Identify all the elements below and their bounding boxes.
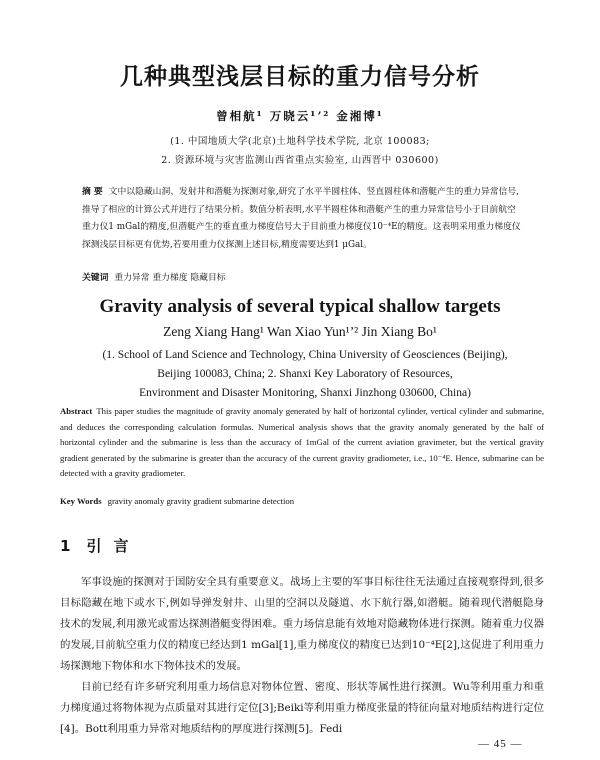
english-affiliation-line-1: (1. School of Land Science and Technology, China University of Geosciences (Beijing), [102,349,508,361]
section-heading [60,535,140,556]
english-abstract [60,404,544,482]
body-paragraph-2: 目前已经有许多研究利用重力场信息对物体位置、密度、形状等属性进行探测。Wu等利用重力和重力梯度通过将物体视为点质量对其进行定位[3];Beiki等利用重力梯度张量的特征向量对地质结构进行定位[4]。Bott利用重力异常对地质结构的厚度进行探测[5]。Fedi [60,681,544,735]
chinese-keywords-label: 关键词 [82,273,109,283]
english-affiliation-line-2: Beijing 100083, China; 2. Shanxi Key Laboratory of Resources, [157,368,453,380]
chinese-keywords-text: 重力异常 重力梯度 隐藏目标 [114,273,226,283]
chinese-abstract [82,184,522,254]
chinese-affiliation-1: (1. 中国地质大学(北京)土地科学技术学院, 北京 100083; [170,136,430,147]
english-authors: Zeng Xiang Hang¹ Wan Xiao Yun¹ʼ² Jin Xiang Bo¹ [163,324,437,339]
chinese-abstract-label: 摘 要 [82,187,103,197]
english-keywords [60,496,544,506]
chinese-authors: 曾相航¹ 万晓云¹ʼ² 金湘博¹ [216,109,384,123]
english-abstract-text: This paper studies the magnitude of gravity anomaly generated by half of horizontal cylinder, vertical cylinder and submarine, and deduces the corresponding calculation formulas. Numerical analysis shows that the gravity anomaly generated by the half of horizontal cylinder and the submarine is less than the accuracy of 1mGal of the current aviation gravimeter, but the vertical gravity gradient generated by the submarine is greater than the accuracy of the current gravity gradiometer, i.e., 10⁻⁴E. Hence, submarine can be detected with a gravity gradiometer. [60,406,544,478]
english-abstract-label: Abstract [60,406,93,416]
chinese-affiliation-2: 2. 资源环境与灾害监测山西省重点实验室, 山西晋中 030600) [161,155,439,166]
section-title: 引言 [86,537,141,555]
chinese-title: 几种典型浅层目标的重力信号分析 [120,64,480,90]
english-affiliation-line-3: Environment and Disaster Monitoring, Shanxi Jinzhong 030600, China) [139,387,471,399]
chinese-keywords [82,270,522,283]
english-affiliation [55,346,555,403]
section-number: 1 [60,537,71,555]
chinese-abstract-text: 文中以隐藏山洞、发射井和潜艇为探测对象,研究了水平半圆柱体、竖直圆柱体和潜艇产生的重力异常信号,推导了相应的计算公式并进行了结果分析。数值分析表明,水平半圆柱体和潜艇产生的重力异常信号小于目前航空重力仪1 mGal的精度,但潜艇产生的垂直重力梯度信号大于目前重力梯度仪10⁻⁴E的精度。这表明采用重力梯度仪探测浅层目标更有优势,若要用重力仪探测上述目标,精度需要达到1 μGal。 [82,187,521,250]
body-paragraph-1: 军事设施的探测对于国防安全具有重要意义。战场上主要的军事目标往往无法通过直接观察得到,很多目标隐藏在地下或水下,例如导弹发射井、山里的空洞以及隧道、水下航行器,如潜艇。随着现代潜艇隐身技术的发展,利用激光或雷达探测潜艇变得困难。重力场信息能有效地对隐藏物体进行探测。随着重力仪器的发展,目前航空重力仪的精度已经达到1 mGal[1],重力梯度仪的精度已达到10⁻⁴E[2],这促进了利用重力场探测地下物体和水下物体技术的发展。 [60,576,544,672]
english-keywords-text: gravity anomaly gravity gradient submarine detection [107,496,295,506]
page-number: — 45 — [478,738,523,750]
english-keywords-label: Key Words [60,496,102,506]
english-title: Gravity analysis of several typical shallow targets [99,296,501,317]
